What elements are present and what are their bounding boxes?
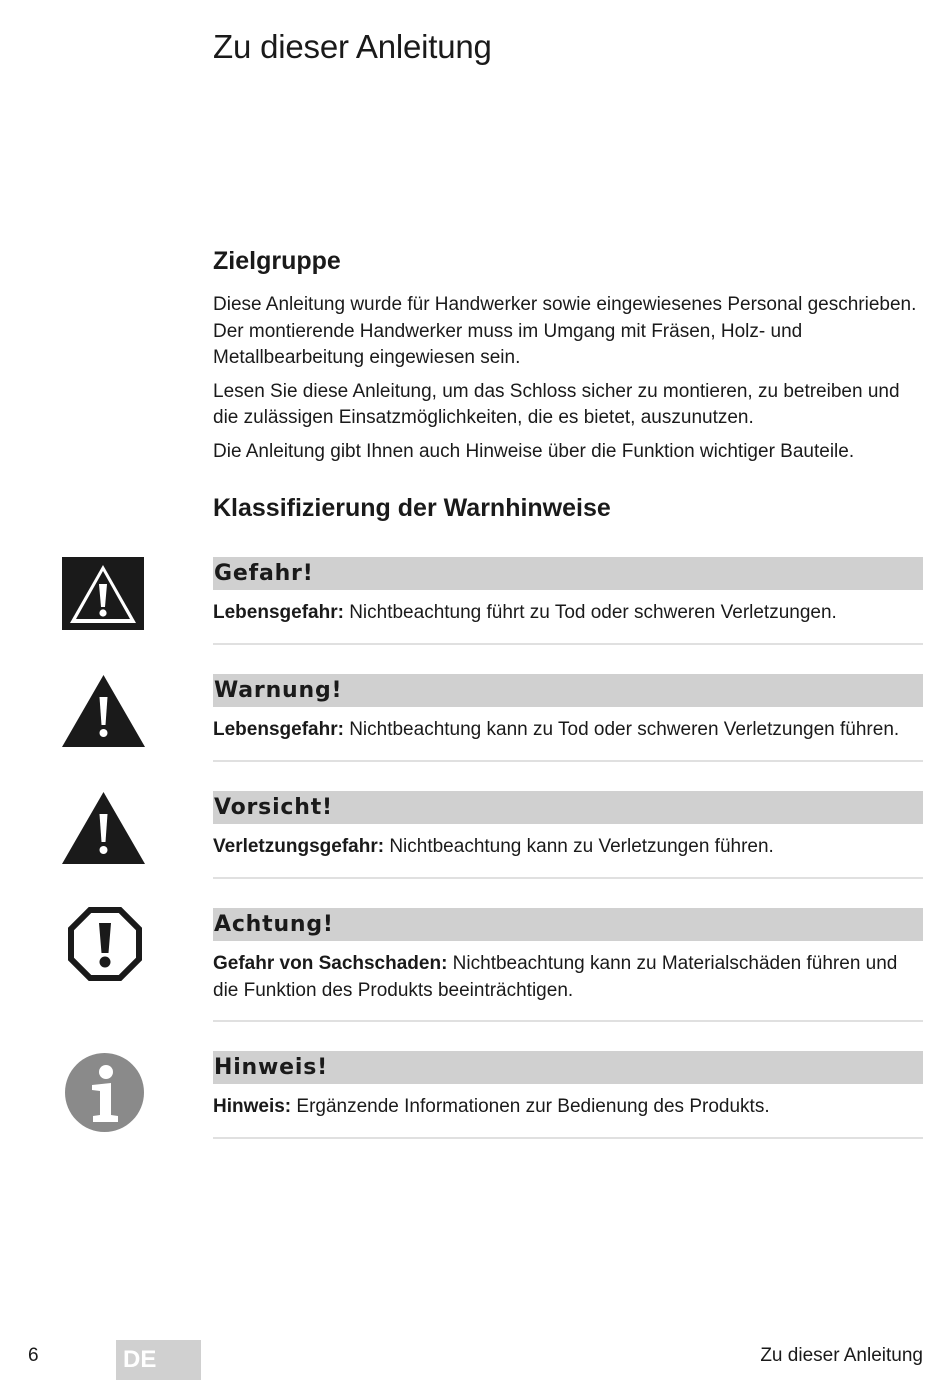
warning-description [213,951,923,1004]
divider [213,877,923,879]
warning-text: Nichtbeachtung führt zu Tod oder schweren Verletzungen. [343,602,837,623]
warning-description [213,600,923,627]
language-badge: DE [116,1340,201,1380]
warning-description [213,1094,923,1121]
warning-description [213,717,923,744]
warning-item-achtung [213,908,923,1004]
divider [213,1137,923,1139]
divider [213,1020,923,1022]
intro-paragraph: Lesen Sie diese Anleitung, um das Schloss sicher zu montieren, zu betreiben und die zulässigen Einsatzmöglichkeiten, die es bietet, auszunutzen. [213,380,900,428]
intro-paragraph: Die Anleitung gibt Ihnen auch Hinweise über die Funktion wichtiger Bauteile. [213,440,855,462]
warning-label: Lebensgefahr: [213,602,344,623]
klassifizierung-heading: Klassifizierung der Warnhinweise [213,494,611,522]
warning-label: Lebensgefahr: [213,719,344,740]
zielgruppe-body [213,292,923,472]
warning-item-warnung [213,674,923,744]
footer-section-title: Zu dieser Anleitung [760,1345,923,1366]
warning-label: Hinweis: [213,1096,292,1117]
warning-text: Ergänzende Informationen zur Bedienung des Produkts. [291,1096,770,1117]
warning-title: Gefahr! [213,557,923,590]
warning-label: Verletzungsgefahr: [213,836,385,857]
warning-triangle-icon [62,675,145,747]
warning-description [213,834,923,861]
warning-item-vorsicht [213,791,923,861]
page-title: Zu dieser Anleitung [213,28,492,65]
warning-item-gefahr [213,557,923,627]
divider [213,760,923,762]
danger-square-icon [62,557,144,630]
divider [213,643,923,645]
page-number: 6 [28,1345,39,1366]
warning-text: Nichtbeachtung kann zu Verletzungen führen. [384,836,774,857]
warning-text: Nichtbeachtung kann zu Tod oder schweren Verletzungen führen. [343,719,900,740]
caution-triangle-icon [62,792,145,864]
warning-title: Vorsicht! [213,791,923,824]
info-circle-icon [65,1053,144,1132]
intro-paragraph: Diese Anleitung wurde für Handwerker sowie eingewiesenes Personal geschrieben. Der montierende Handwerker muss im Umgang mit Fräsen, Holz- und Metallbearbeitung eingewiesen sein. [213,294,917,368]
warning-label: Gefahr von Sachschaden: [213,953,448,974]
zielgruppe-heading: Zielgruppe [213,247,341,275]
attention-octagon-icon [68,907,142,981]
warning-title: Achtung! [213,908,923,941]
warning-title: Warnung! [213,674,923,707]
warning-title: Hinweis! [213,1051,923,1084]
warning-text: Nichtbeachtung kann zu Materialschäden führen und die Funktion des Produkts beeinträchtigen. [213,953,898,1001]
warning-item-hinweis [213,1051,923,1121]
